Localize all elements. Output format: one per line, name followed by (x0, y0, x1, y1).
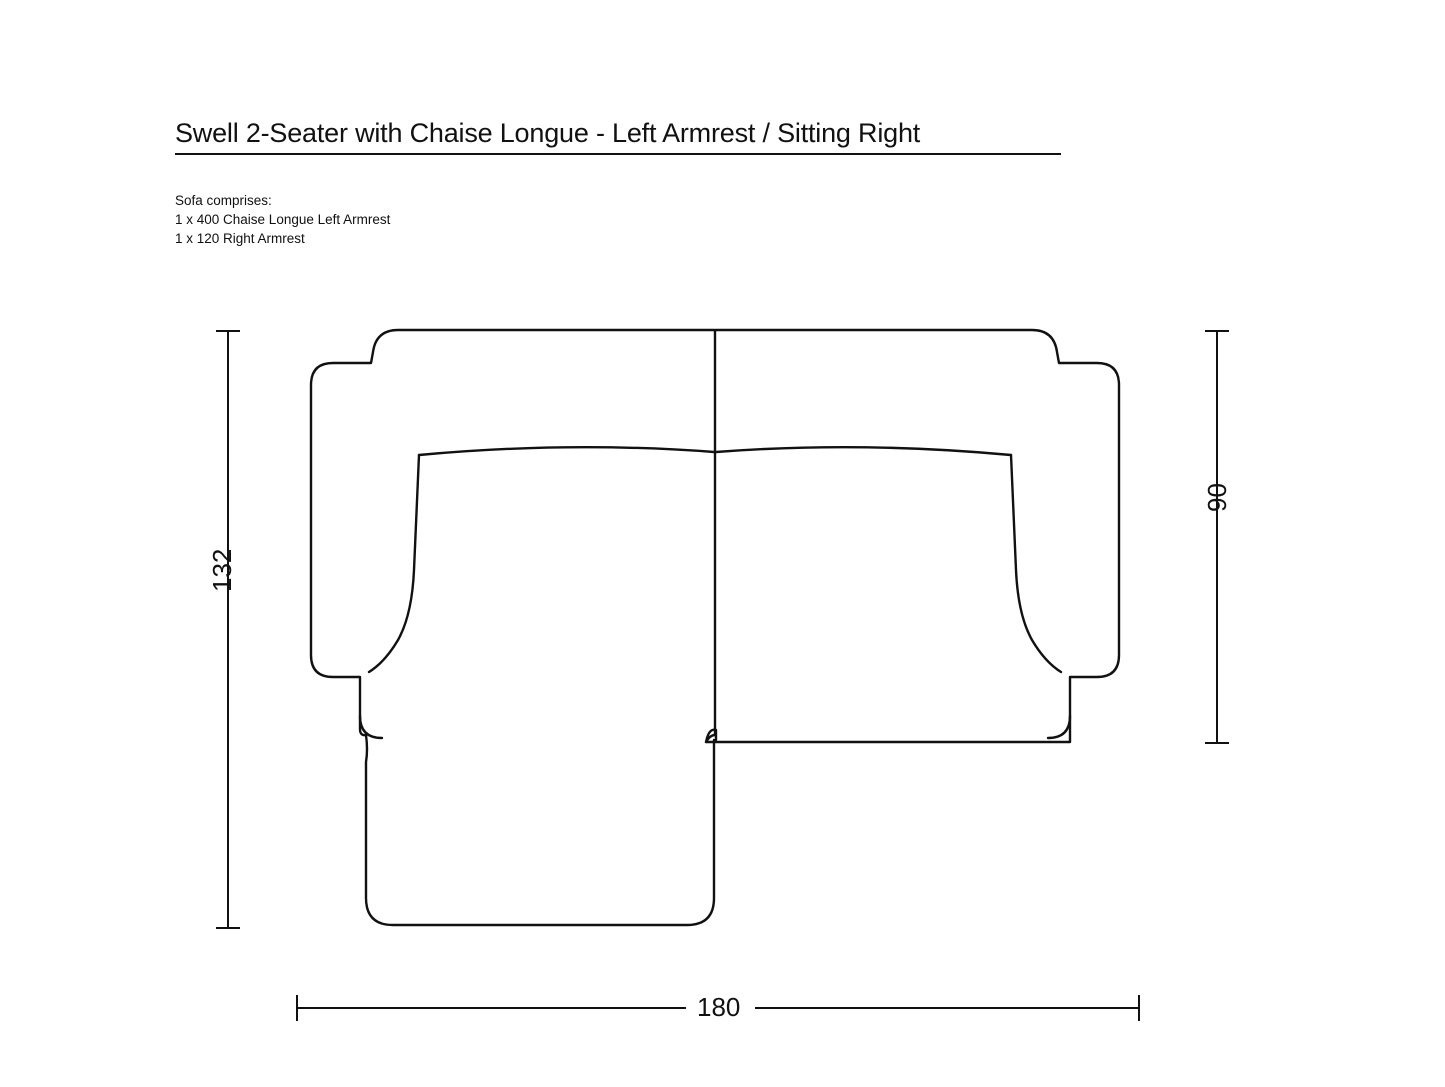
right-arm-inner-contour (1011, 455, 1061, 672)
left-back-cushion-line (419, 447, 714, 455)
dimension-label-depth-right: 90 (1202, 483, 1232, 512)
left-arm-inner-contour (369, 455, 419, 672)
sofa-outline-group (311, 330, 1119, 925)
sofa-right-back-outline (716, 330, 1119, 738)
sofa-left-back-outline (311, 330, 714, 738)
right-back-cushion-line (716, 447, 1011, 455)
dimension-label-depth-left: 132 (207, 548, 237, 592)
page-title: Swell 2-Seater with Chaise Longue - Left Armrest / Sitting Right (175, 118, 921, 148)
right-seat-front-edge (706, 716, 1070, 742)
comprises-heading: Sofa comprises: (175, 193, 272, 208)
dimension-label-width: 180 (697, 992, 741, 1022)
comprises-item-2: 1 x 120 Right Armrest (175, 231, 305, 246)
comprises-item-1: 1 x 400 Chaise Longue Left Armrest (175, 212, 391, 227)
chaise-seat-outline (366, 735, 714, 925)
